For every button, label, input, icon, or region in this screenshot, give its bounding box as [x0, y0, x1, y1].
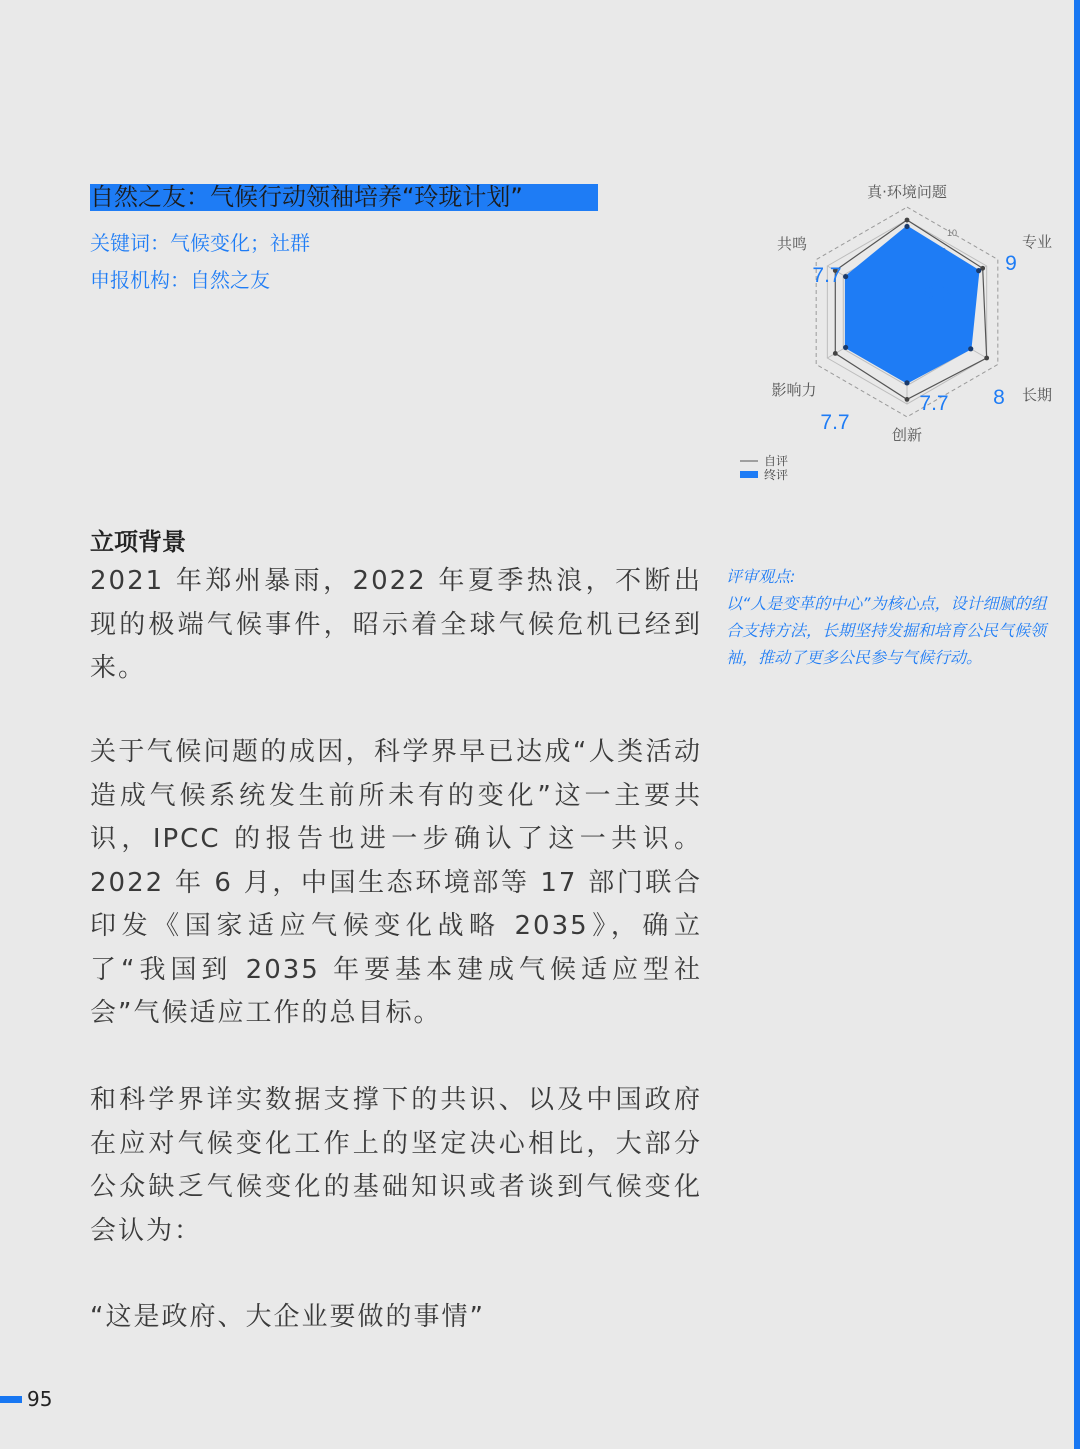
radar-value-label: 9.3	[922, 282, 952, 305]
radar-axis-label: 专业	[1021, 233, 1053, 251]
radar-point-final	[843, 274, 848, 279]
radar-point-final	[976, 268, 981, 273]
radar-axis-label: 真·环境问题	[867, 183, 947, 201]
body-paragraph-2: 关于气候问题的成因，科学界早已达成“人类活动造成气候系统发生前所未有的变化”这一主要共识，IPCC 的报告也进一步确认了这一共识。2022 年 6 月，中国生态环境部等 17 部门联合印发《国家适应气候变化战略 2035》，确立了“我国到 2035 年要基本建成气候适应型社会”气候适应工作的总目标。	[90, 737, 702, 1028]
article-title: 自然之友：气候行动领袖培养“玲珑计划”	[90, 184, 598, 211]
radar-axis-label: 影响力	[771, 381, 817, 399]
radar-chart	[720, 170, 1070, 500]
body-paragraph-3: 和科学界详实数据支撑下的共识、以及中国政府在应对气候变化工作上的坚定决心相比，大部分公众缺乏气候变化的基础知识或者谈到气候变化会认为：	[90, 1085, 702, 1246]
radar-value-label: 7.7	[812, 264, 842, 287]
radar-point-final	[904, 224, 909, 229]
radar-ring-label: 10	[947, 228, 958, 238]
legend-label-self: 自评	[764, 454, 789, 468]
section-heading: 立项背景	[90, 528, 186, 556]
radar-value-label: 8	[993, 386, 1005, 409]
review-note	[726, 563, 1056, 671]
review-text: 以“人是变革的中心”为核心点，设计细腻的组合支持方法，长期坚持发掘和培育公民气候领袖，推动了更多公民参与气候行动。	[726, 594, 1047, 667]
review-title: 评审观点:	[726, 567, 796, 586]
radar-value-label: 7.7	[820, 411, 850, 434]
radar-point-final	[904, 380, 909, 385]
radar-point-final	[843, 345, 848, 350]
radar-point-self	[905, 397, 910, 402]
radar-value-label: 7.7	[919, 392, 949, 415]
radar-point-final	[968, 346, 973, 351]
radar-axis-label: 长期	[1021, 386, 1053, 404]
right-edge-bar	[1074, 0, 1080, 1449]
page-marker	[0, 1396, 22, 1403]
radar-axis-label: 创新	[891, 426, 923, 444]
legend-label-final: 终评	[764, 468, 789, 482]
organization-line: 申报机构：自然之友	[90, 268, 270, 292]
radar-axis-label: 共鸣	[776, 235, 808, 253]
body-paragraph-4: “这是政府、大企业要做的事情”	[90, 1302, 485, 1332]
radar-point-self	[905, 218, 910, 223]
radar-point-self	[833, 351, 838, 356]
legend-swatch-final	[740, 471, 758, 478]
radar-point-self	[984, 356, 989, 361]
radar-value-label: 9	[1005, 252, 1017, 275]
keywords-line: 关键词：气候变化；社群	[90, 231, 310, 255]
body-paragraph-1: 2021 年郑州暴雨，2022 年夏季热浪，不断出现的极端气候事件，昭示着全球气候危机已经到来。	[90, 566, 702, 683]
page-number: 95	[27, 1387, 53, 1411]
